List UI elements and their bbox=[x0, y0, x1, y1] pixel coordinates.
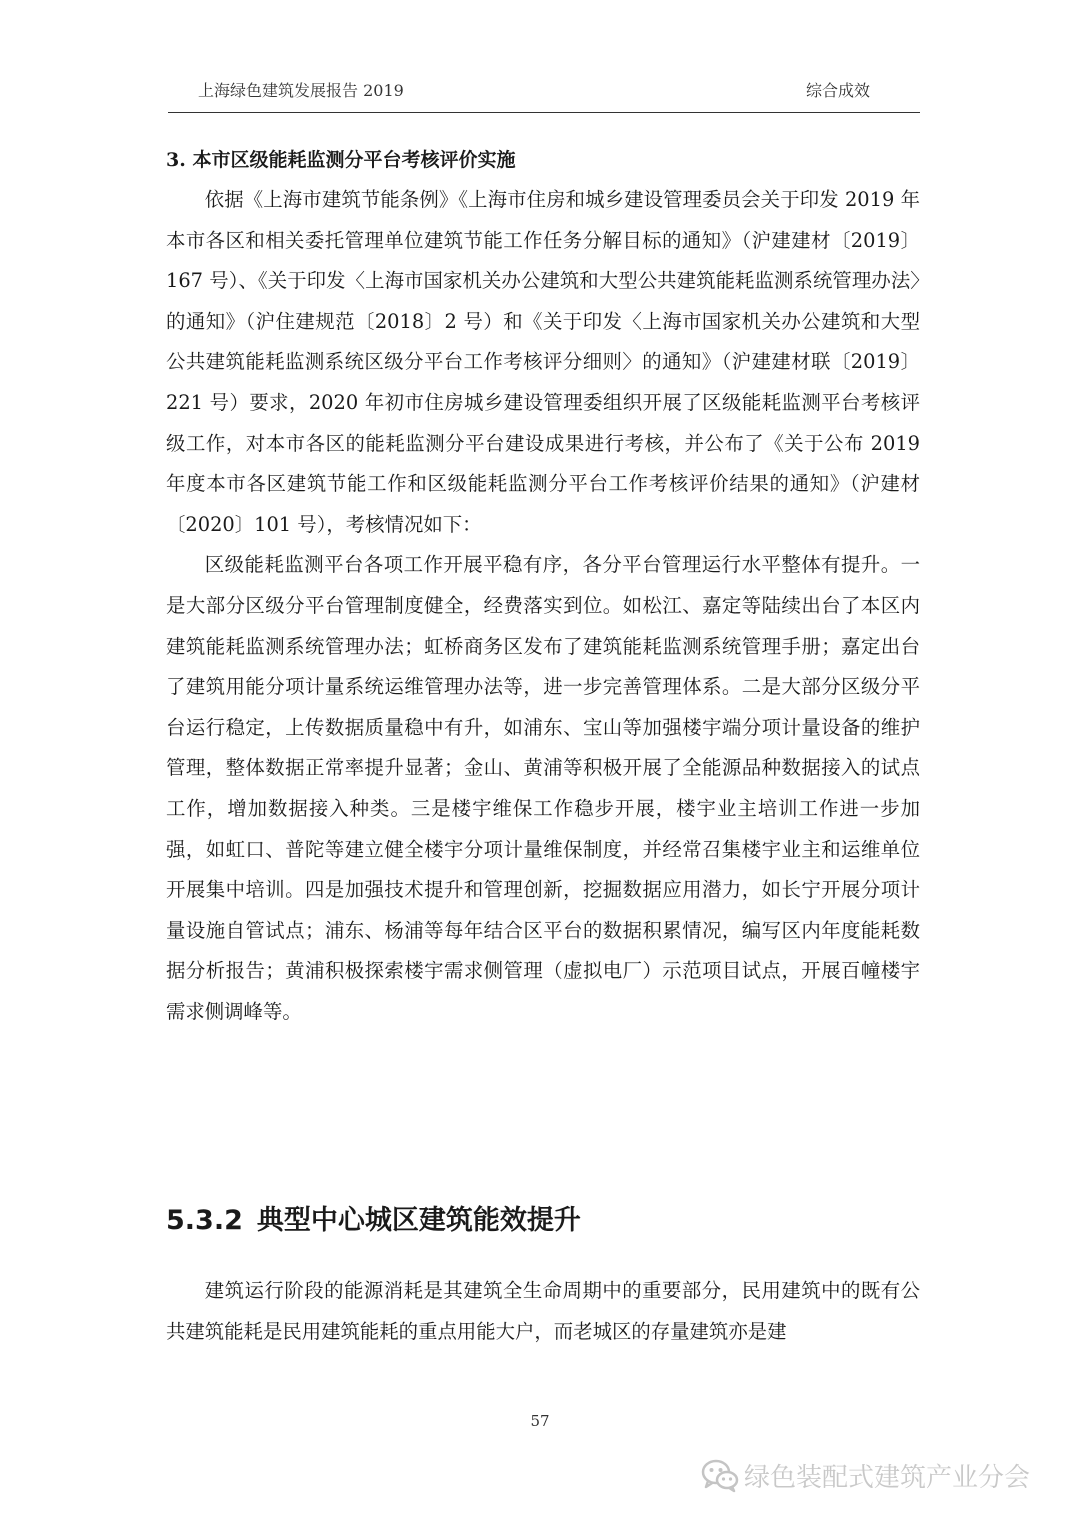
section-title: 典型中心城区建筑能效提升 bbox=[256, 1205, 581, 1236]
page-header bbox=[168, 72, 920, 113]
watermark-text: 绿色装配式建筑产业分会 bbox=[744, 1462, 1031, 1493]
header-chapter-title: 综合成效 bbox=[805, 81, 870, 100]
section-number: 5.3.2 bbox=[166, 1205, 243, 1236]
main-content bbox=[166, 140, 920, 1032]
section-5-3-2-paragraph-1: 建筑运行阶段的能源消耗是其建筑全生命周期中的重要部分，民用建筑中的既有公共建筑能耗是民用建筑能耗的重点用能大户，而老城区的存量建筑亦是建 bbox=[166, 1279, 920, 1343]
section-3-paragraph-1: 依据《上海市建筑节能条例》《上海市住房和城乡建设管理委员会关于印发 2019 年本市各区和相关委托管理单位建筑节能工作任务分解目标的通知》（沪建建材〔2019〕167 号）、《关于印发〈上海市国家机关办公建筑和大型公共建筑能耗监测系统管理办法〉的通知》（沪住建规范〔2018〕2 号）和《关于印发〈上海市国家机关办公建筑和大型公共建筑能耗监测系统区级分平台工作考核评分细则〉的通知》（沪建建材联〔2019〕221 号）要求，2020 年初市住房城乡建设管理委组织开展了区级能耗监测平台考核评级工作，对本市各区的能耗监测分平台建设成果进行考核，并公布了《关于公布 2019 年度本市各区建筑节能工作和区级能耗监测分平台工作考核评价结果的通知》（沪建材〔2020〕101 号），考核情况如下： bbox=[166, 188, 920, 536]
section-3-title: 3. 本市区级能耗监测分平台考核评价实施 bbox=[166, 149, 516, 171]
page-number: 57 bbox=[530, 1412, 550, 1430]
wechat-icon bbox=[700, 1455, 740, 1495]
section-5-3-2-heading bbox=[166, 1198, 581, 1237]
watermark bbox=[700, 1452, 1030, 1498]
header-report-title: 上海绿色建筑发展报告 2019 bbox=[198, 81, 404, 100]
section-5-3-2-content bbox=[166, 1271, 920, 1352]
section-3-paragraph-2: 区级能耗监测平台各项工作开展平稳有序，各分平台管理运行水平整体有提升。一是大部分区级分平台管理制度健全，经费落实到位。如松江、嘉定等陆续出台了本区内建筑能耗监测系统管理办法；虹桥商务区发布了建筑能耗监测系统管理手册；嘉定出台了建筑用能分项计量系统运维管理办法等，进一步完善管理体系。二是大部分区级分平台运行稳定，上传数据质量稳中有升，如浦东、宝山等加强楼宇端分项计量设备的维护管理，整体数据正常率提升显著；金山、黄浦等积极开展了全能源品种数据接入的试点工作，增加数据接入种类。三是楼宇维保工作稳步开展，楼宇业主培训工作进一步加强，如虹口、普陀等建立健全楼宇分项计量维保制度，并经常召集楼宇业主和运维单位开展集中培训。四是加强技术提升和管理创新，挖掘数据应用潜力，如长宁开展分项计量设施自管试点；浦东、杨浦等每年结合区平台的数据积累情况，编写区内年度能耗数据分析报告；黄浦积极探索楼宇需求侧管理（虚拟电厂）示范项目试点，开展百幢楼宇需求侧调峰等。 bbox=[166, 553, 920, 1023]
